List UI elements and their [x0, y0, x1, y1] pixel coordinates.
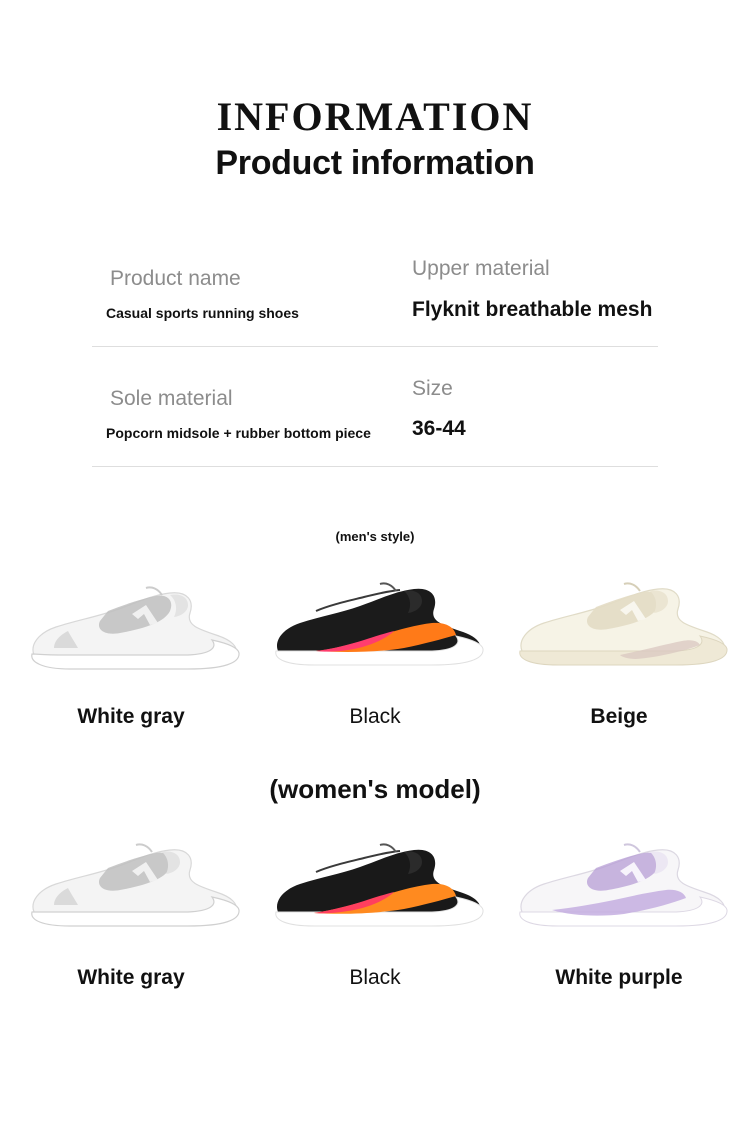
spec-table — [92, 253, 658, 467]
spec-cell-product-name — [92, 263, 412, 324]
shoe-image-white-gray — [12, 559, 250, 691]
spec-cell-upper-material — [412, 253, 658, 324]
spec-row — [92, 253, 658, 347]
product-card-white-gray-mens[interactable] — [12, 559, 250, 729]
page-title: Product information — [215, 144, 535, 182]
spec-cell-sole-material — [92, 383, 412, 444]
product-label: Black — [349, 705, 401, 729]
spec-cell-size — [412, 373, 658, 444]
gallery-womens — [0, 820, 750, 990]
product-card-white-gray-womens[interactable] — [12, 820, 250, 990]
spec-value: Popcorn midsole + rubber bottom piece — [106, 425, 371, 442]
spec-label: Upper material — [412, 257, 550, 280]
product-label: Beige — [590, 705, 648, 729]
product-label: Black — [349, 965, 401, 989]
gallery-mens — [0, 559, 750, 729]
spec-label: Size — [412, 376, 453, 400]
product-card-black-mens[interactable] — [256, 559, 494, 729]
shoe-image-white-purple — [500, 820, 738, 952]
product-label: White gray — [77, 705, 185, 729]
product-label: White purple — [555, 965, 683, 989]
shoe-image-white-gray-womens — [12, 820, 250, 952]
spec-label: Sole material — [110, 386, 233, 410]
product-card-black-womens[interactable] — [256, 820, 494, 990]
spec-value: Casual sports running shoes — [106, 305, 299, 322]
page-title-serif: INFORMATION — [216, 94, 534, 139]
shoe-image-black — [256, 559, 494, 691]
product-card-beige-mens[interactable] — [500, 559, 738, 729]
spec-value: 36-44 — [412, 417, 466, 441]
spec-label: Product name — [110, 266, 241, 290]
product-card-white-purple-womens[interactable] — [500, 820, 738, 990]
shoe-image-beige — [500, 559, 738, 691]
spec-row — [92, 347, 658, 467]
gallery-caption-womens: (women's model) — [269, 774, 481, 805]
gallery-caption-mens: (men's style) — [335, 528, 415, 544]
spec-value: Flyknit breathable mesh — [412, 297, 653, 321]
shoe-image-black-womens — [256, 820, 494, 952]
product-label: White gray — [77, 965, 185, 989]
page-header — [0, 0, 750, 183]
